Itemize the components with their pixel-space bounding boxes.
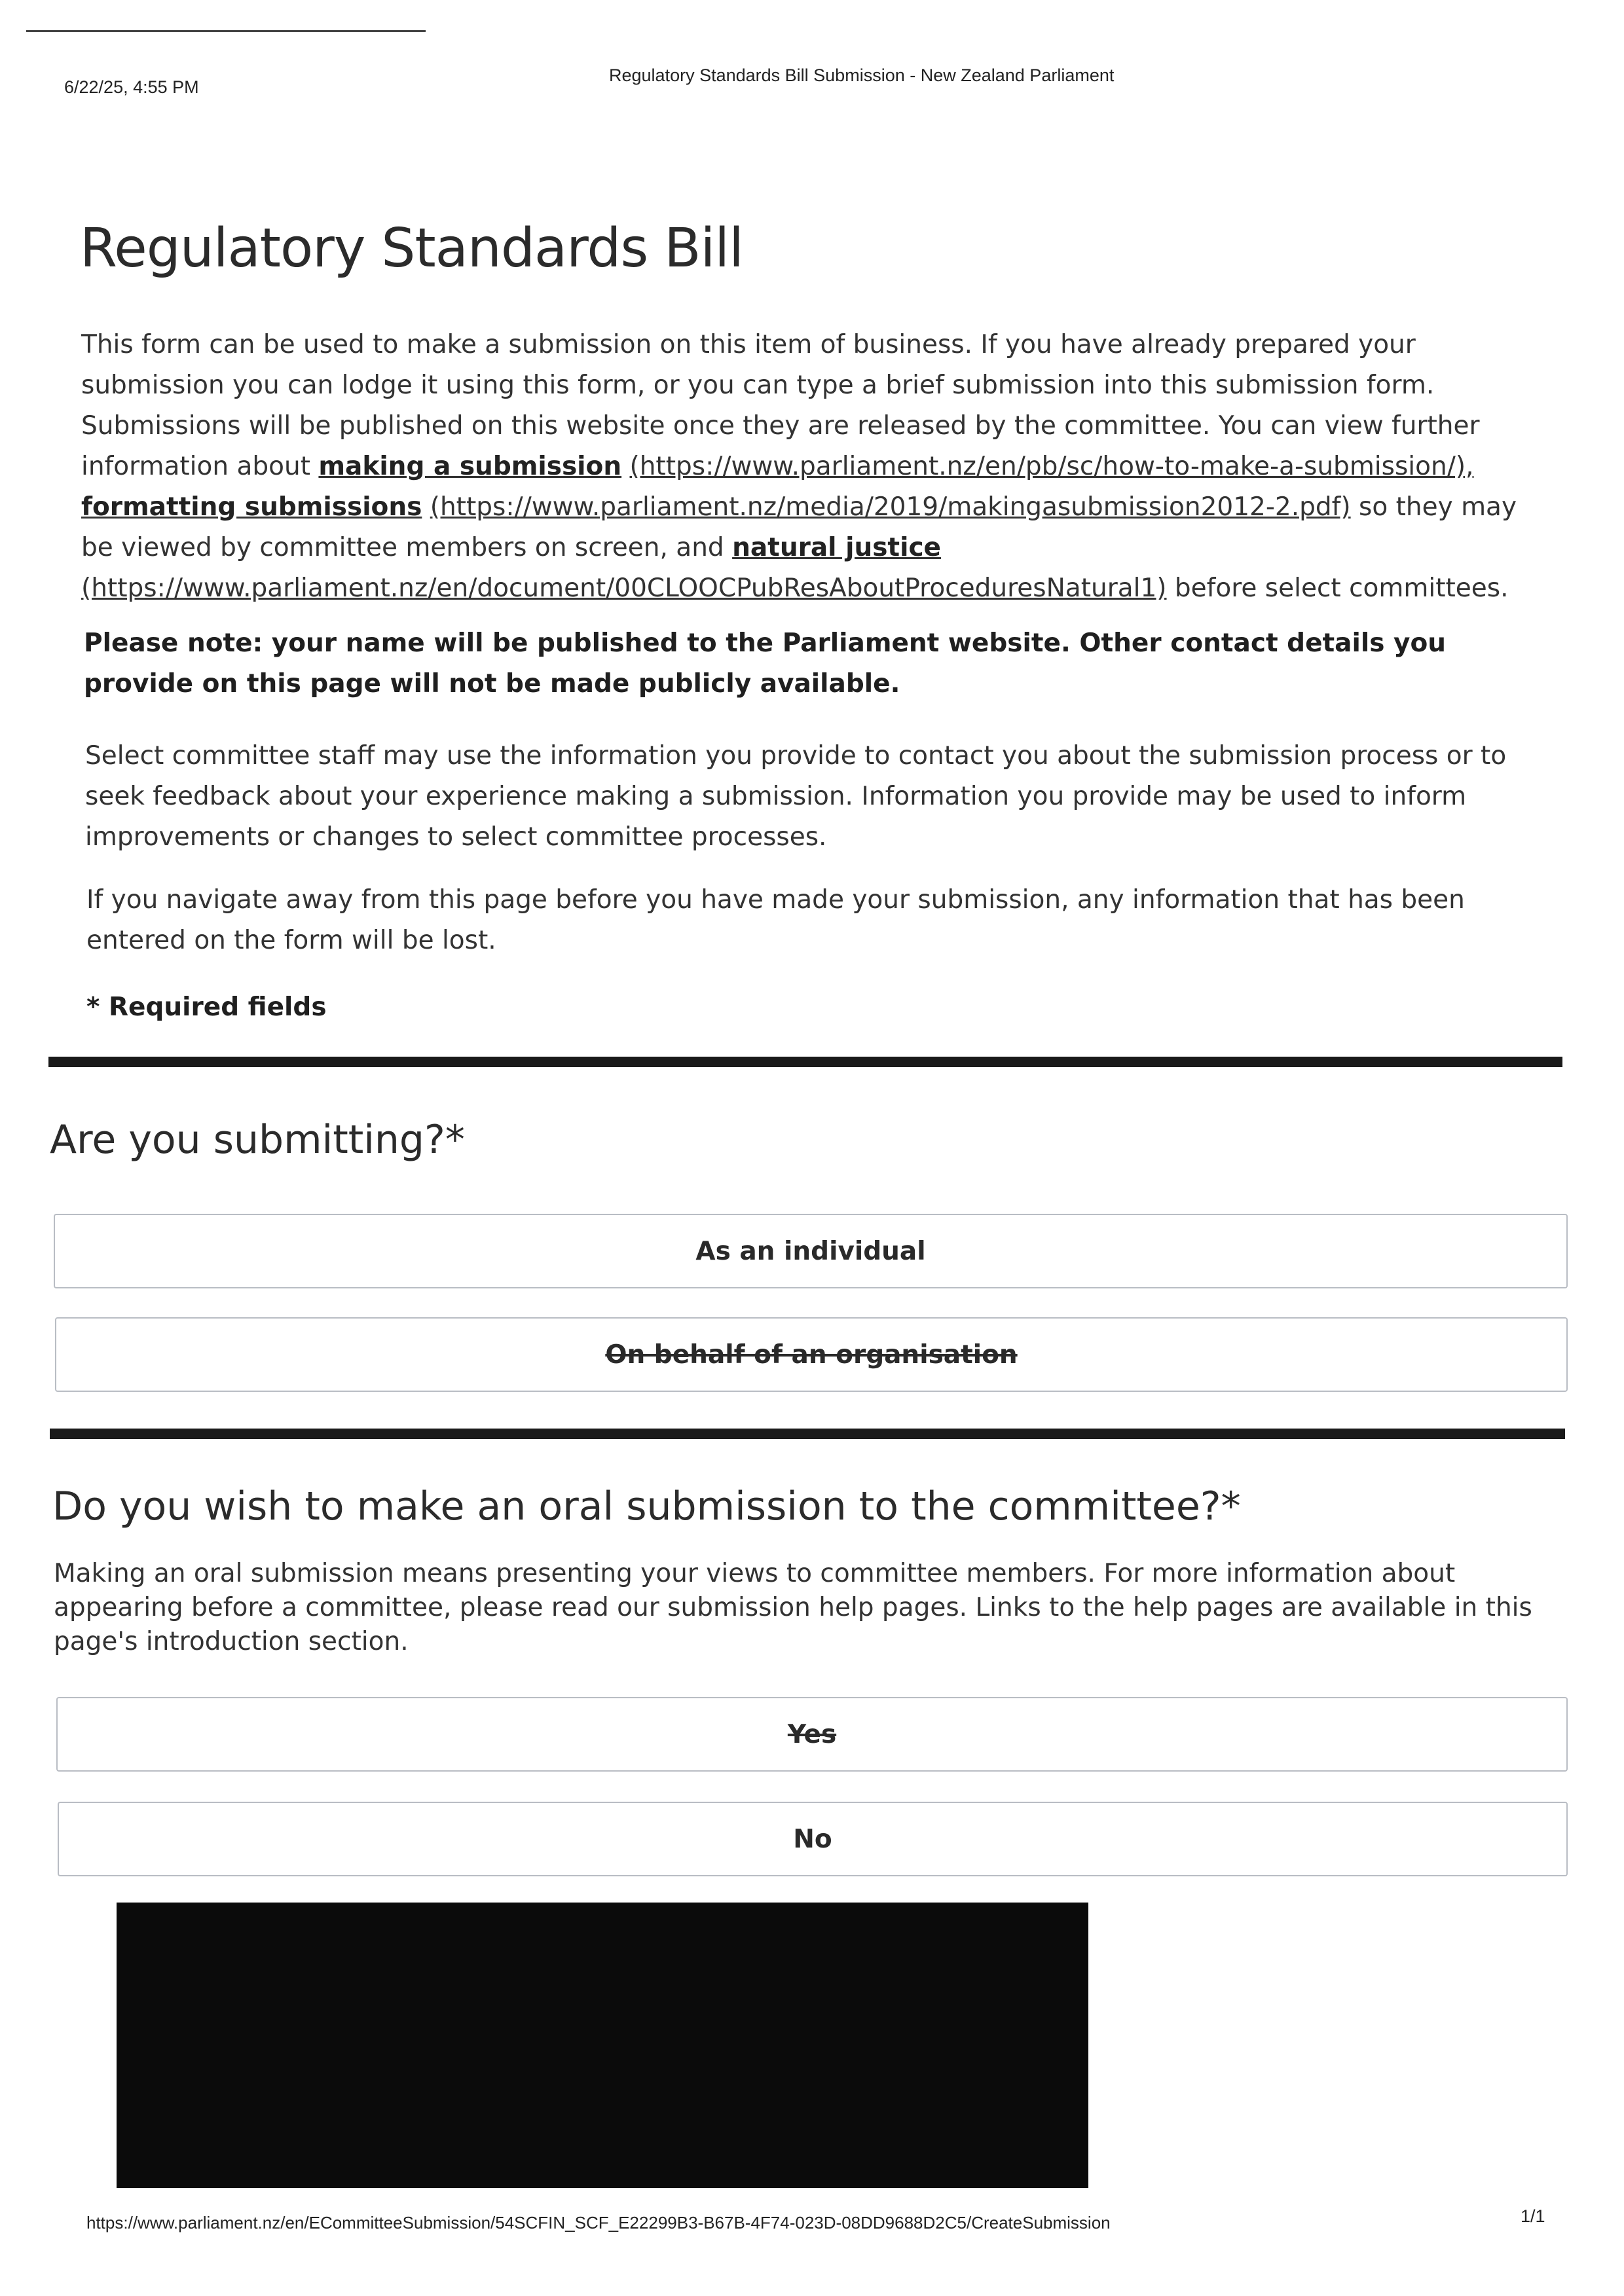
print-page-number: 1/1 bbox=[1521, 2206, 1545, 2226]
link-making-a-submission-url[interactable]: (https://www.parliament.nz/en/pb/sc/how-to-make-a-submission/), bbox=[629, 452, 1474, 481]
intro-text-3: before select committees. bbox=[1166, 574, 1509, 603]
intro-paragraph bbox=[81, 325, 1535, 609]
print-top-rule bbox=[26, 30, 426, 32]
link-natural-justice-url[interactable]: (https://www.parliament.nz/en/document/00CLOOCPubResAboutProceduresNatural1) bbox=[81, 574, 1167, 603]
staff-contact-paragraph: Select committee staff may use the information you provide to contact you about the submission process or to seek feedback about your experience making a submission. Information you provide may be used to inform improvements or changes to select committee processes. bbox=[85, 741, 1507, 852]
link-formatting-submissions-url[interactable]: (https://www.parliament.nz/media/2019/makingasubmission2012-2.pdf) bbox=[430, 492, 1351, 522]
section-divider bbox=[50, 1429, 1565, 1439]
option-as-individual[interactable]: As an individual bbox=[54, 1214, 1568, 1288]
oral-submission-help: Making an oral submission means presenting your views to committee members. For more information about appearing before a committee, please read our submission help pages. Links to the help pages are available in this page's introduction section. bbox=[54, 1559, 1532, 1656]
redaction-box bbox=[117, 1903, 1088, 2188]
privacy-note: Please note: your name will be published to the Parliament website. Other contact details you provide on this page will not be made publicly available. bbox=[84, 629, 1447, 699]
print-datetime: 6/22/25, 4:55 PM bbox=[64, 77, 199, 97]
print-footer-url: https://www.parliament.nz/en/ECommitteeSubmission/54SCFIN_SCF_E22299B3-B67B-4F74-023D-08DD9688D2C5/CreateSubmission bbox=[86, 2213, 1111, 2232]
required-fields-note: * Required fields bbox=[86, 993, 327, 1022]
link-natural-justice[interactable]: natural justice bbox=[732, 533, 942, 562]
page-title: Regulatory Standards Bill bbox=[80, 217, 743, 280]
intro-text-1: This form can be used to make a submission on this item of business. If you have already prepared your submission you can lodge it using this form, or you can type a brief submission into this submission form. Submissions will be published on this website once they are released by the committee. You can view further information about bbox=[81, 330, 1480, 481]
question-submitting-as: Are you submitting?* bbox=[50, 1117, 465, 1163]
intro-text-2: so they may be viewed by committee members on screen, and bbox=[81, 492, 1517, 562]
option-oral-no[interactable]: No bbox=[58, 1802, 1568, 1876]
section-divider bbox=[48, 1057, 1562, 1067]
print-page-title: Regulatory Standards Bill Submission - New Zealand Parliament bbox=[609, 65, 1115, 85]
navigate-away-paragraph: If you navigate away from this page before you have made your submission, any information that has been entered on the form will be lost. bbox=[86, 885, 1465, 955]
link-making-a-submission[interactable]: making a submission bbox=[318, 452, 622, 481]
option-oral-yes[interactable]: Yes bbox=[56, 1697, 1568, 1772]
question-oral-submission: Do you wish to make an oral submission to the committee?* bbox=[52, 1484, 1241, 1529]
link-formatting-submissions[interactable]: formatting submissions bbox=[81, 492, 422, 522]
option-on-behalf-of-organisation[interactable]: On behalf of an organisation bbox=[55, 1317, 1568, 1392]
